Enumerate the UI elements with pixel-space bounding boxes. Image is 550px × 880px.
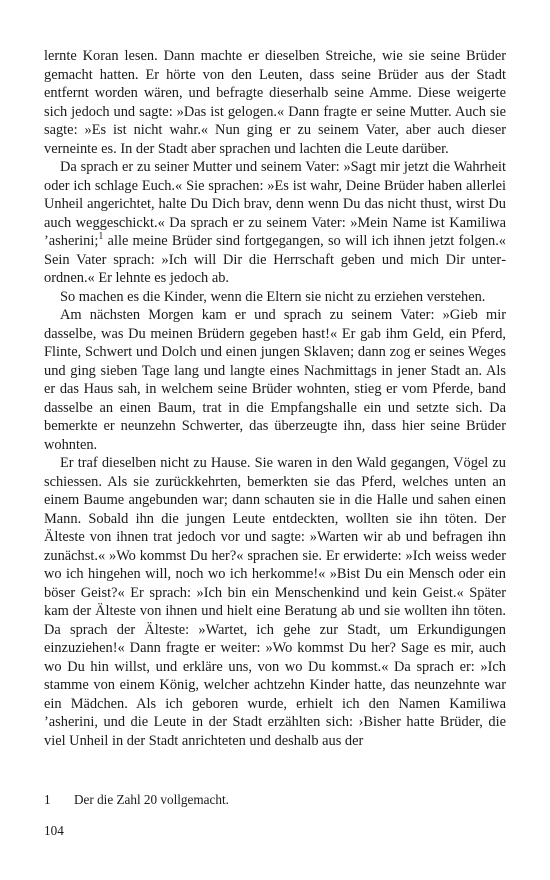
paragraph <box>44 47 506 158</box>
main-text <box>44 47 506 750</box>
paragraph <box>44 306 506 454</box>
paragraph <box>44 158 506 288</box>
paragraph-text: Am nächsten Morgen kam er und sprach zu seinem Vater: »Gieb mir dasselbe, was Du meinen Brüdern gegeben hast!« Er gab ihm Geld, ein Pferd, Flinte, Schwert und Dolch und einen jungen Sklaven; dann zog er seines Weges und ging sieben Tage lang und langte eines Nachmittags in jener Stadt an. Als er das Haus sah, in welchem seine Brüder wohnten, stieg er vom Pferde, band dasselbe an einen Baum, trat in die Empfangshalle ein und setzte sich. Da bemerkte er neunzehn Schwerter, das überzeugte ihn, dass hier seine Brüder wohnten. <box>44 307 506 453</box>
footnote-text: Der die Zahl 20 vollgemacht. <box>74 792 229 807</box>
paragraph-text: So machen es die Kinder, wenn die Eltern sie nicht zu erziehen verstehen. <box>60 288 486 305</box>
page-number: 104 <box>44 823 64 838</box>
paragraph-text: lernte Koran lesen. Dann machte er dieselben Streiche, wie sie seine Brüder gemacht hatten. Er hörte von den Leuten, dass seine Brüder aus der Stadt entfernt worden wären, und befragte dieserhalb seine Amme. Diese weigerte sich jedoch und sagte: »Das ist gelogen.« Dann fragte er seine Mutter. Auch sie sagte: »Es ist nicht wahr.« Nun ging er zu seinem Vater, aber auch dieser verneinte es. In der Stadt aber sprachen und lachten die Leute darüber. <box>44 48 506 157</box>
footnote <box>44 791 506 808</box>
paragraph-text: Da sprach er zu seiner Mutter und seinem Vater: »Sagt mir jetzt die Wahrheit oder ich schlage Euch.« Sie sprachen: »Es ist wahr, Deine Brüder haben allerlei Unheil angerichtet, halte Du Dich brav, denn wenn Du das nicht thust, wirst Du auch weggeschickt.« Da sprach er zu seinem Vater: »Mein Name ist Kamiliwa ’asherini; <box>44 159 506 249</box>
paragraph-text: alle meine Brüder sind fortgegangen, so will ich ihnen jetzt folgen.« Sein Vater sprach: »Ich will Dir die Herrschaft geben und mich Dir unterordnen.« Er lehnte es jedoch ab. <box>44 233 506 286</box>
footnote-number: 1 <box>44 792 51 807</box>
page-body <box>44 47 506 750</box>
footnote-reference[interactable]: 1 <box>98 231 104 242</box>
paragraph <box>44 454 506 750</box>
paragraph-text: Er traf dieselben nicht zu Hause. Sie waren in den Wald gegangen, Vögel zu schiessen. Als sie zurückkehrten, bemerkten sie das Pferd, welches unten an einem Baume angebunden war; dann schauten sie in die Halle und sahen einen Mann. Sobald ihn die jungen Leute entdeckten, wollten sie ihn töten. Der Älteste von ihnen trat jedoch vor und sagte: »Warten wir ab und befragen ihn zunächst.« »Wo kommst Du her?« sprachen sie. Er erwiderte: »Ich weiss weder wo ich hingehen will, noch wo ich herkomme!« »Bist Du ein Mensch oder ein böser Geist?« Er sprach: »Ich bin ein Menschenkind und kein Geist.« Später kam der Älteste von ihnen und hielt eine Beratung ab und sie wollten ihn töten. Da sprach der Älteste: »Wartet, ich gehe zur Stadt, um Erkundigungen einzuziehen!« Dann fragte er weiter: »Wo kommst Du her? Sage es mir, auch wo Du hin willst, und erkläre uns, von wo Du kommst.« Da sprach er: »Ich stamme von einem König, welcher achtzehn Kinder hatte, das neunzehnte war ein Mädchen. Als ich geboren wurde, erhielt ich den Namen Kamiliwa ’asherini, und die Leute in der Stadt erzählten sich: ›Bisher hatte Brüder, die viel Unheil in der Stadt anrichteten und deshalb aus der <box>44 455 506 749</box>
paragraph <box>44 288 506 307</box>
